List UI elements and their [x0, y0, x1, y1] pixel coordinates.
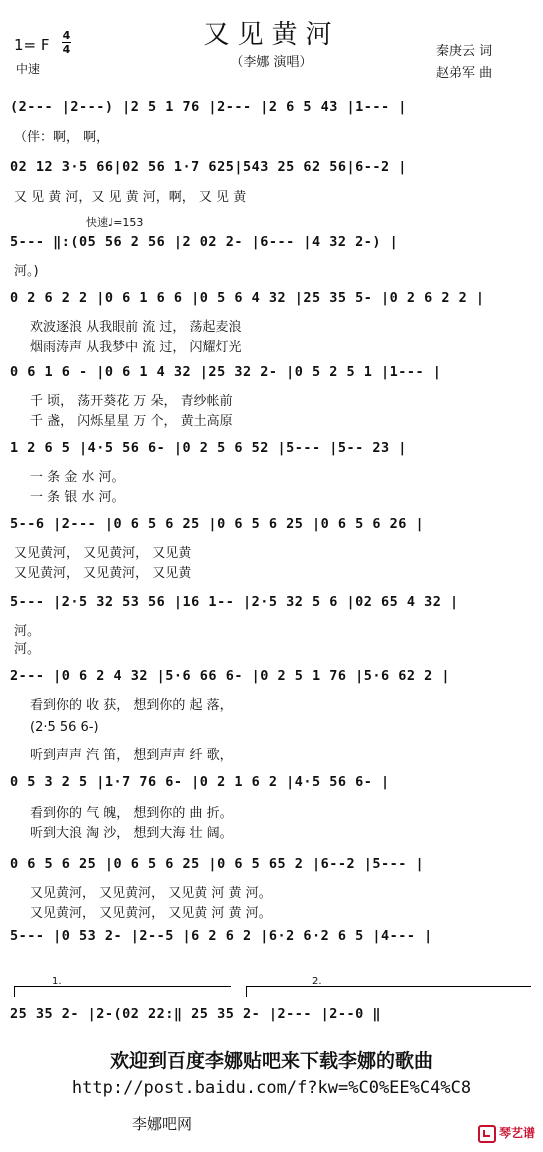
lyric-line-10b: 听到大浪 淘 沙， 想到大海 壮 阔。 [30, 826, 233, 841]
notation-line-2: 02 12 3·5 66|02 56 1·7 625|543 25 62 56|6--2 | [10, 159, 407, 175]
lyric-line-5b: 千 盏， 闪烁星星 万 个， 黄土高原 [30, 414, 233, 429]
lyricist-credit: 秦庚云 词 [436, 44, 493, 59]
notation-line-4: 0 2 6 2 2 |0 6 1 6 6 |0 5 6 4 32 |25 35 5- |0 2 6 2 2 | [10, 290, 485, 306]
time-signature [62, 30, 71, 55]
tempo-marking: 中速 [16, 62, 41, 76]
volta-bracket-1 [14, 986, 231, 997]
notation-line-3: 5--- ‖:(05 56 2 56 |2 02 2- |6--- |4 32 2-) | [10, 234, 399, 250]
time-signature-top: 4 [62, 29, 71, 42]
tieba-url[interactable]: http://post.baidu.com/f?kw=%C0%EE%C4%C8 [71, 1078, 472, 1098]
notation-line-11: 0 6 5 6 25 |0 6 5 6 25 |0 6 5 65 2 |6--2 |5--- | [10, 856, 425, 872]
volta-2-label: 2. [312, 976, 322, 987]
lyric-line-8a: 河。 [14, 624, 41, 639]
lyric-line-2: 又 见 黄 河，又 见 黄 河，啊， 又 见 黄 [14, 190, 247, 205]
key-signature: 1= F [14, 36, 50, 54]
notation-line-5: 0 6 1 6 - |0 6 1 4 32 |25 32 2- |0 5 2 5 1 |1--- | [10, 364, 442, 380]
lyric-line-4a: 欢波逐浪 从我眼前 流 过， 荡起麦浪 [30, 320, 242, 335]
site-watermark: 李娜吧网 [132, 1115, 193, 1133]
lyric-line-7a: 又见黄河， 又见黄河， 又见黄 [14, 546, 192, 561]
lyric-line-6b: 一 条 银 水 河。 [30, 490, 125, 505]
lyric-line-4b: 烟雨涛声 从我梦中 流 过， 闪耀灯光 [30, 340, 242, 355]
composer-credit: 赵弟军 曲 [436, 66, 493, 81]
lyric-line-1: （伴：啊， 啊， [14, 130, 110, 145]
notation-line-1: (2--- |2---) |2 5 1 76 |2--- |2 6 5 43 |1--- | [10, 99, 407, 115]
logo-icon [478, 1125, 496, 1143]
download-promo-text: 欢迎到百度李娜贴吧来下载李娜的歌曲 [109, 1050, 433, 1072]
lyric-line-6a: 一 条 金 水 河。 [30, 470, 125, 485]
notation-line-13: 25 35 2- |2-(02 22:‖ 25 35 2- |2--- |2--0 ‖ [10, 1006, 381, 1022]
volta-1-label: 1. [52, 976, 62, 987]
notation-line-7: 5--6 |2--- |0 6 5 6 25 |0 6 5 6 25 |0 6 5 6 26 | [10, 516, 425, 532]
lyric-line-7b: 又见黄河， 又见黄河， 又见黄 [14, 566, 192, 581]
lyric-line-5a: 千 顷， 荡开葵花 万 朵， 青纱帐前 [30, 394, 233, 409]
qinyipu-logo [478, 1124, 535, 1143]
notation-line-12: 5--- |0 53 2- |2--5 |6 2 6 2 |6·2 6·2 6 5 |4--- | [10, 928, 433, 944]
lyric-line-11a: 又见黄河， 又见黄河， 又见黄 河 黄 河。 [30, 886, 272, 901]
lyric-line-10a: 看到你的 气 魄， 想到你的 曲 折。 [30, 806, 233, 821]
song-title: 又见黄河 [203, 20, 340, 50]
notation-line-9: 2--- |0 6 2 4 32 |5·6 66 6- |0 2 5 1 76 |5·6 62 2 | [10, 668, 451, 684]
notation-line-10: 0 5 3 2 5 |1·7 76 6- |0 2 1 6 2 |4·5 56 6- | [10, 774, 390, 790]
tempo-change-marking: 快速♩=153 [86, 216, 144, 229]
lyric-line-3: 河。) [14, 264, 39, 279]
lyric-line-9c: 听到声声 汽 笛， 想到声声 纤 歌， [30, 748, 233, 763]
time-signature-bottom: 4 [62, 43, 71, 56]
notation-line-8: 5--- |2·5 32 53 56 |16 1-- |2·5 32 5 6 |02 65 4 32 | [10, 594, 459, 610]
notation-line-6: 1 2 6 5 |4·5 56 6- |0 2 5 6 52 |5--- |5-- 23 | [10, 440, 407, 456]
lyric-line-11b: 又见黄河， 又见黄河， 又见黄 河 黄 河。 [30, 906, 272, 921]
lyric-line-9a: 看到你的 收 获， 想到你的 起 落， [30, 698, 233, 713]
singer-credit: （李娜 演唱） [230, 55, 313, 70]
lyric-line-8b: 河。 [14, 642, 41, 657]
logo-text: 琴艺谱 [499, 1126, 536, 1140]
lyric-line-9b: (2·5 56 6-) [30, 720, 99, 735]
volta-bracket-2 [246, 986, 531, 997]
